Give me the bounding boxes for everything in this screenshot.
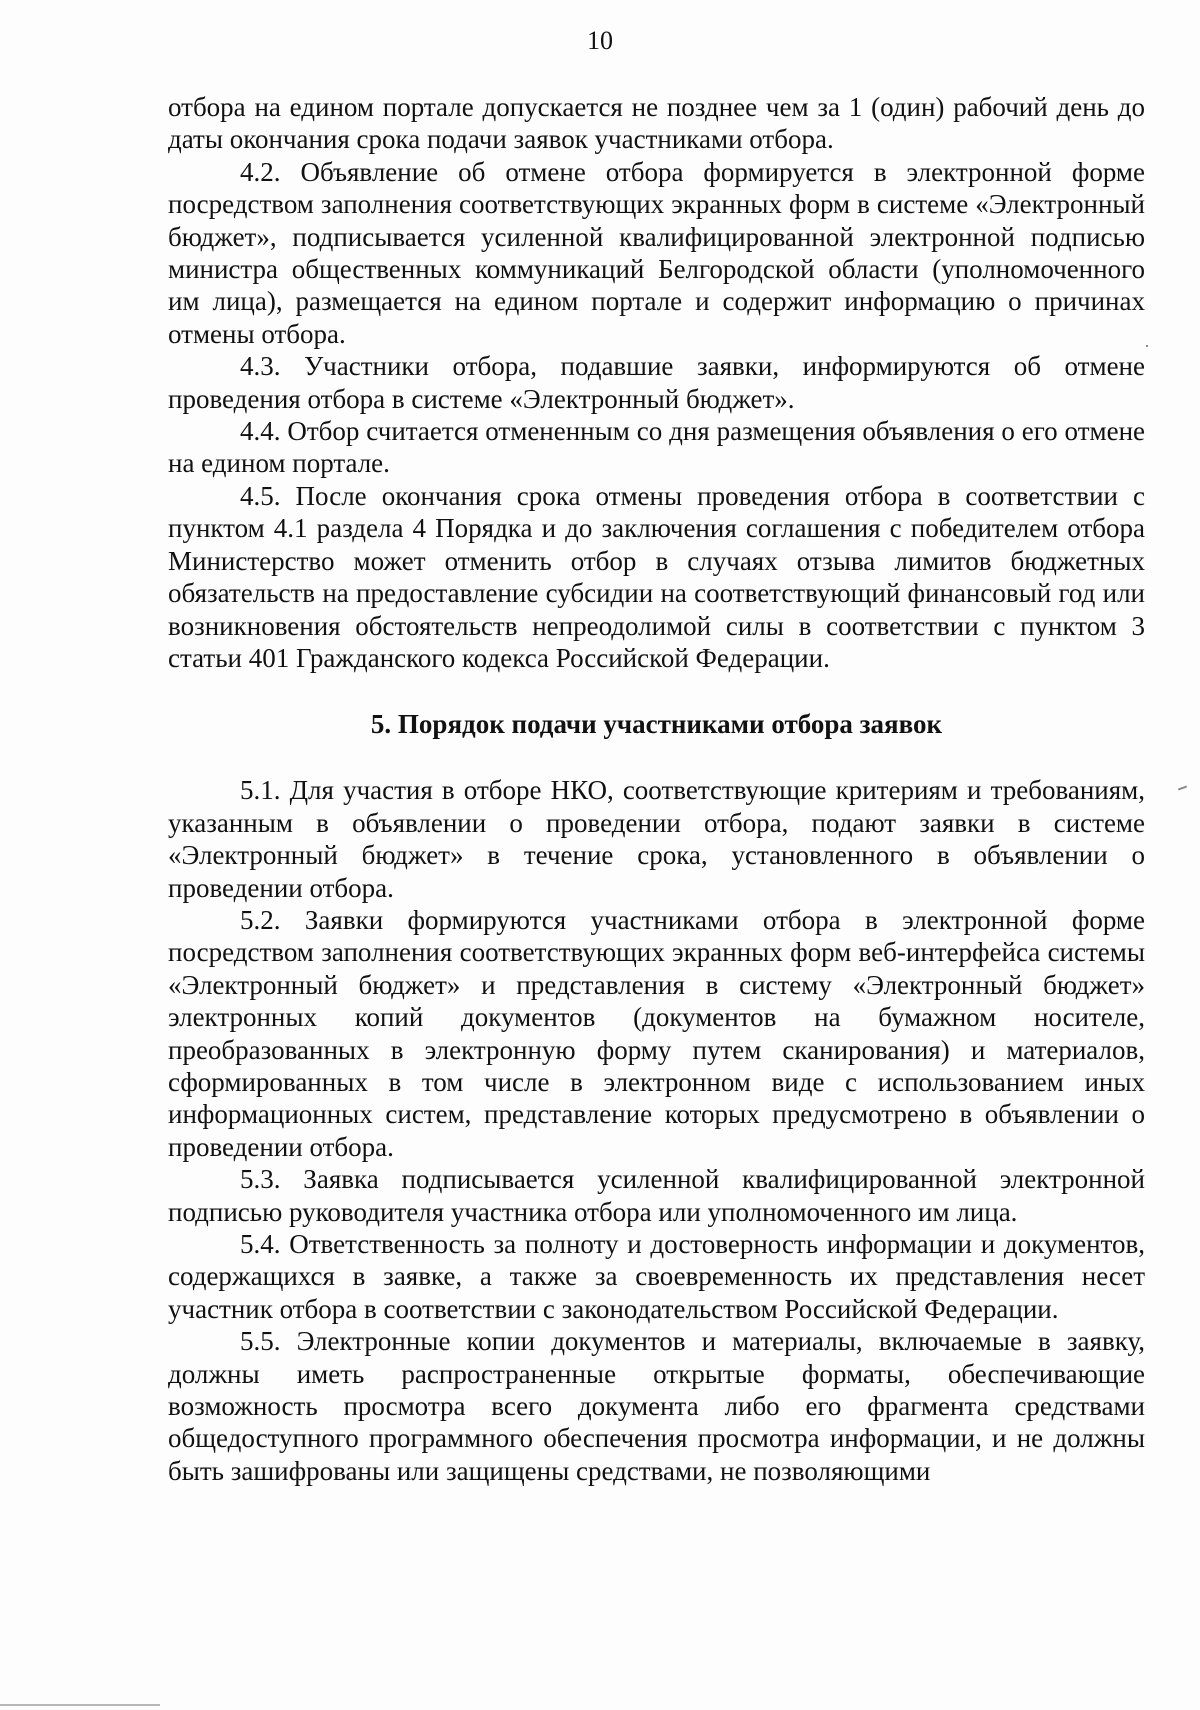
paragraph: 4.5. После окончания срока отмены проведения отбора в соответствии с пунктом 4.1 раздела 4 Порядка и до заключения соглашения с победителем отбора Министерство может отменить отбор в случаях отзыва лимитов бюджетных обязательств на предоставление субсидии на соответствующий финансовый год или возникновения обстоятельств непреодолимой силы в соответствии с пунктом 3 статьи 401 Гражданского кодекса Российской Федерации.: [168, 480, 1145, 673]
paragraph: 4.3. Участники отбора, подавшие заявки, информируются об отмене проведения отбора в системе «Электронный бюджет».: [168, 351, 1145, 414]
paragraph: 5.1. Для участия в отборе НКО, соответствующие критериям и требованиям, указанным в объявлении о проведении отбора, подают заявки в системе «Электронный бюджет» в течение срока, установленного в объявлении о проведении отбора.: [168, 775, 1145, 903]
paragraph: 5.3. Заявка подписывается усиленной квалифицированной электронной подписью руководителя участника отбора или уполномоченного им лица.: [168, 1164, 1145, 1227]
page-number: 10: [587, 26, 613, 55]
paragraphs-before-heading: [168, 91, 1145, 674]
scan-edge-line: [0, 1704, 160, 1706]
scan-speck: [1146, 345, 1148, 347]
paragraph: 5.2. Заявки формируются участниками отбора в электронной форме посредством заполнения соответствующих экранных форм веб-интерфейса системы «Электронный бюджет» и представления в систему «Электронный бюджет» электронных копий документов (документов на бумажном носителе, преобразованных в электронную форму путем сканирования) и материалов, сформированных в том числе в электронном виде с использованием иных информационных систем, представление которых предусмотрено в объявлении о проведении отбора.: [168, 904, 1145, 1162]
paragraph: 5.4. Ответственность за полноту и достоверность информации и документов, содержащихся в заявке, а также за своевременность их представления несет участник отбора в соответствии с законодательством Российской Федерации.: [168, 1229, 1145, 1324]
paragraph: 4.2. Объявление об отмене отбора формируется в электронной форме посредством заполнения соответствующих экранных форм в системе «Электронный бюджет», подписывается усиленной квалифицированной электронной подписью министра общественных коммуникаций Белгородской области (уполномоченного им лица), размещается на едином портале и содержит информацию о причинах отмены отбора.: [168, 156, 1145, 349]
scan-speck: [1178, 786, 1187, 791]
paragraphs-after-heading: [168, 774, 1145, 1487]
document-body: [168, 91, 1145, 1487]
paragraph: 4.4. Отбор считается отмененным со дня размещения объявления о его отмене на едином портале.: [168, 416, 1145, 479]
section-heading: 5. Порядок подачи участниками отбора заявок: [370, 709, 943, 740]
paragraph: 5.5. Электронные копии документов и материалы, включаемые в заявку, должны иметь распространенные открытые форматы, обеспечивающие возможность просмотра всего документа либо его фрагмента средствами общедоступного программного обеспечения просмотра информации, и не должны быть зашифрованы или защищены средствами, не позволяющими: [168, 1326, 1145, 1486]
paragraph: отбора на едином портале допускается не позднее чем за 1 (один) рабочий день до даты окончания срока подачи заявок участниками отбора.: [168, 92, 1145, 155]
